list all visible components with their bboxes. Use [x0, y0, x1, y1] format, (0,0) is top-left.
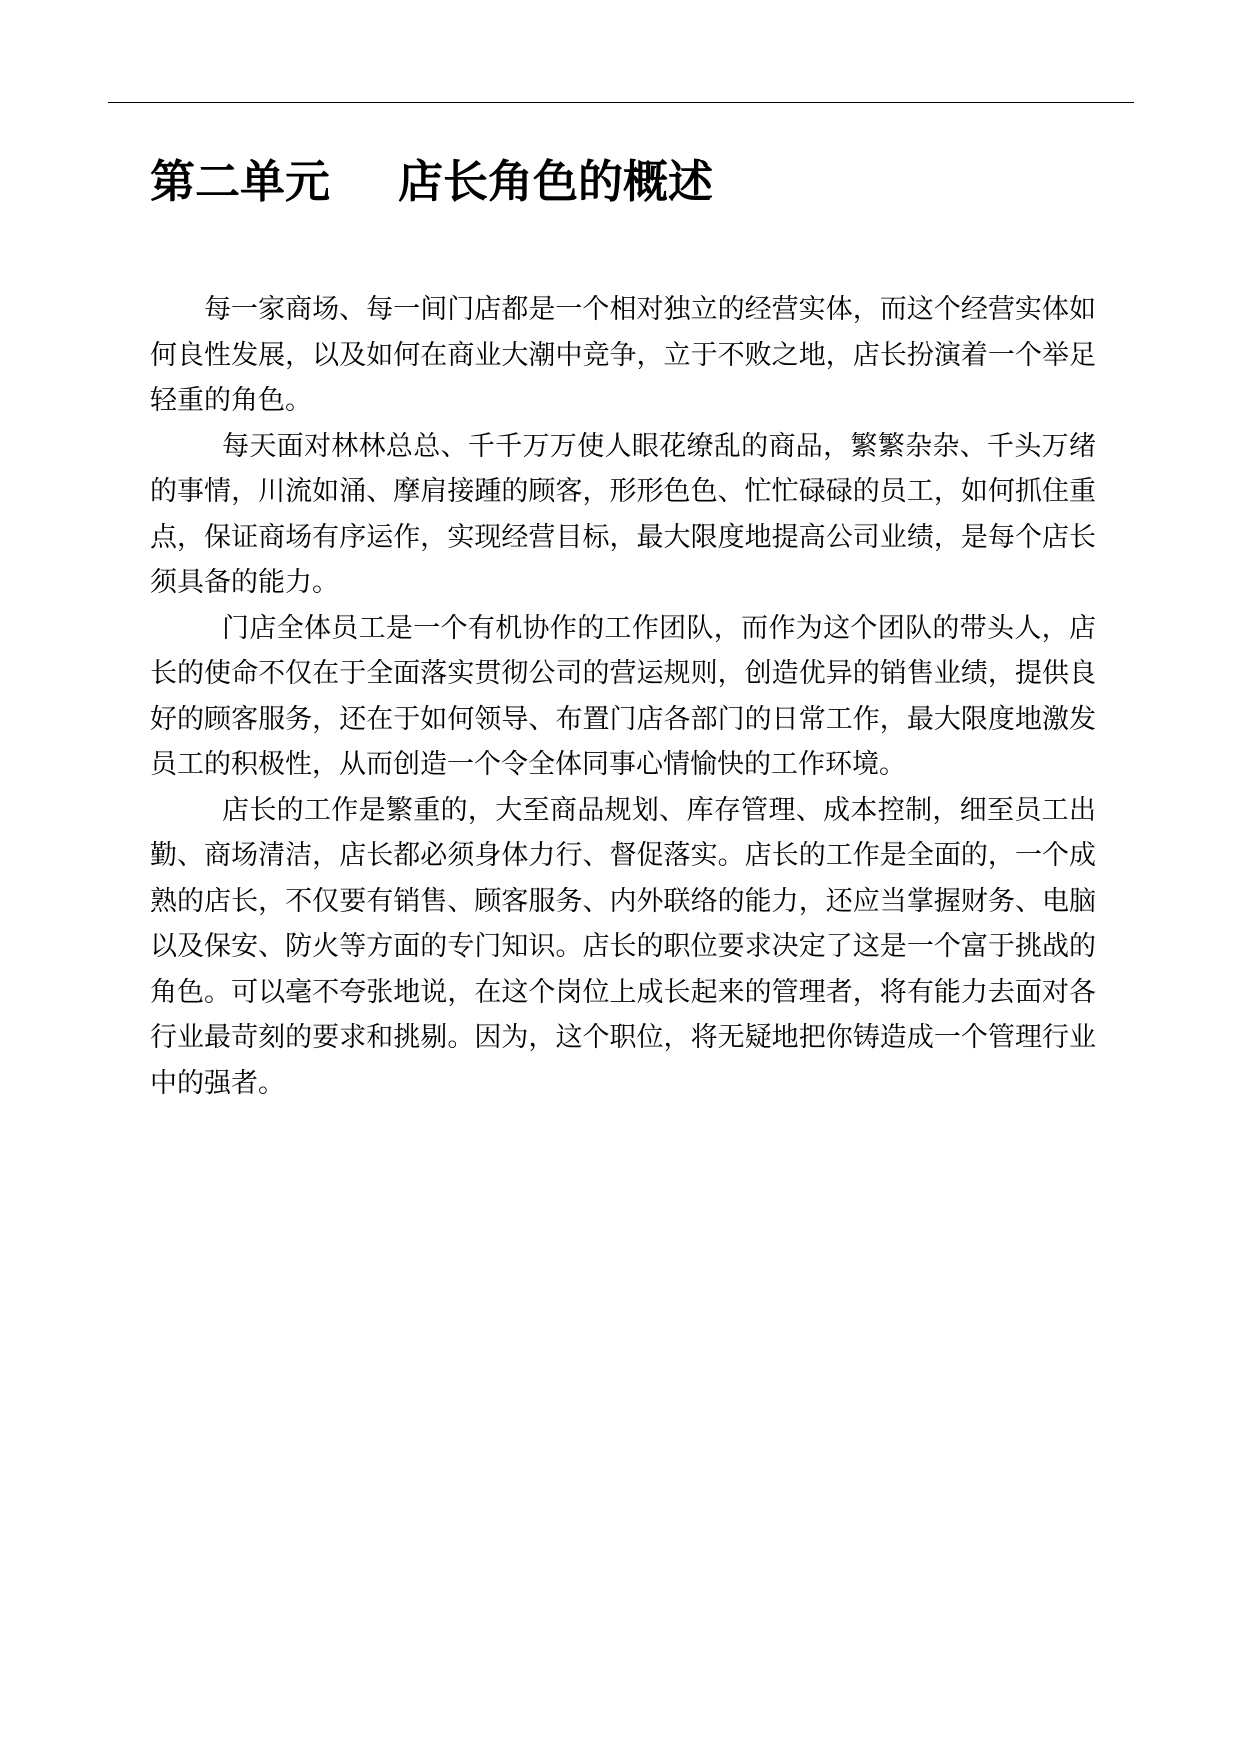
body-text: [150, 287, 1096, 1106]
page-title: [150, 152, 713, 212]
header-rule: [108, 102, 1134, 103]
unit-label: 第二单元: [150, 155, 331, 208]
section-heading: 店长角色的概述: [398, 155, 714, 208]
paragraph-2: 每天面对林林总总、千千万万使人眼花缭乱的商品，繁繁杂杂、千头万绪的事情，川流如涌、摩肩接踵的顾客，形形色色、忙忙碌碌的员工，如何抓住重点，保证商场有序运作，实现经营目标，最大限度地提高公司业绩，是每个店长须具备的能力。: [150, 430, 1096, 598]
paragraph-4: 店长的工作是繁重的，大至商品规划、库存管理、成本控制，细至员工出勤、商场清洁，店长都必须身体力行、督促落实。店长的工作是全面的，一个成熟的店长，不仅要有销售、顾客服务、内外联络的能力，还应当掌握财务、电脑以及保安、防火等方面的专门知识。店长的职位要求决定了这是一个富于挑战的角色。可以毫不夸张地说，在这个岗位上成长起来的管理者，将有能力去面对各行业最苛刻的要求和挑剔。因为，这个职位，将无疑地把你铸造成一个管理行业中的强者。: [150, 794, 1096, 1099]
paragraph-3: 门店全体员工是一个有机协作的工作团队，而作为这个团队的带头人，店长的使命不仅在于全面落实贯彻公司的营运规则，创造优异的销售业绩，提供良好的顾客服务，还在于如何领导、布置门店各部门的日常工作，最大限度地激发员工的积极性，从而创造一个令全体同事心情愉快的工作环境。: [150, 612, 1096, 780]
paragraph-1: 每一家商场、每一间门店都是一个相对独立的经营实体，而这个经营实体如何良性发展，以及如何在商业大潮中竞争，立于不败之地，店长扮演着一个举足轻重的角色。: [150, 294, 1096, 416]
